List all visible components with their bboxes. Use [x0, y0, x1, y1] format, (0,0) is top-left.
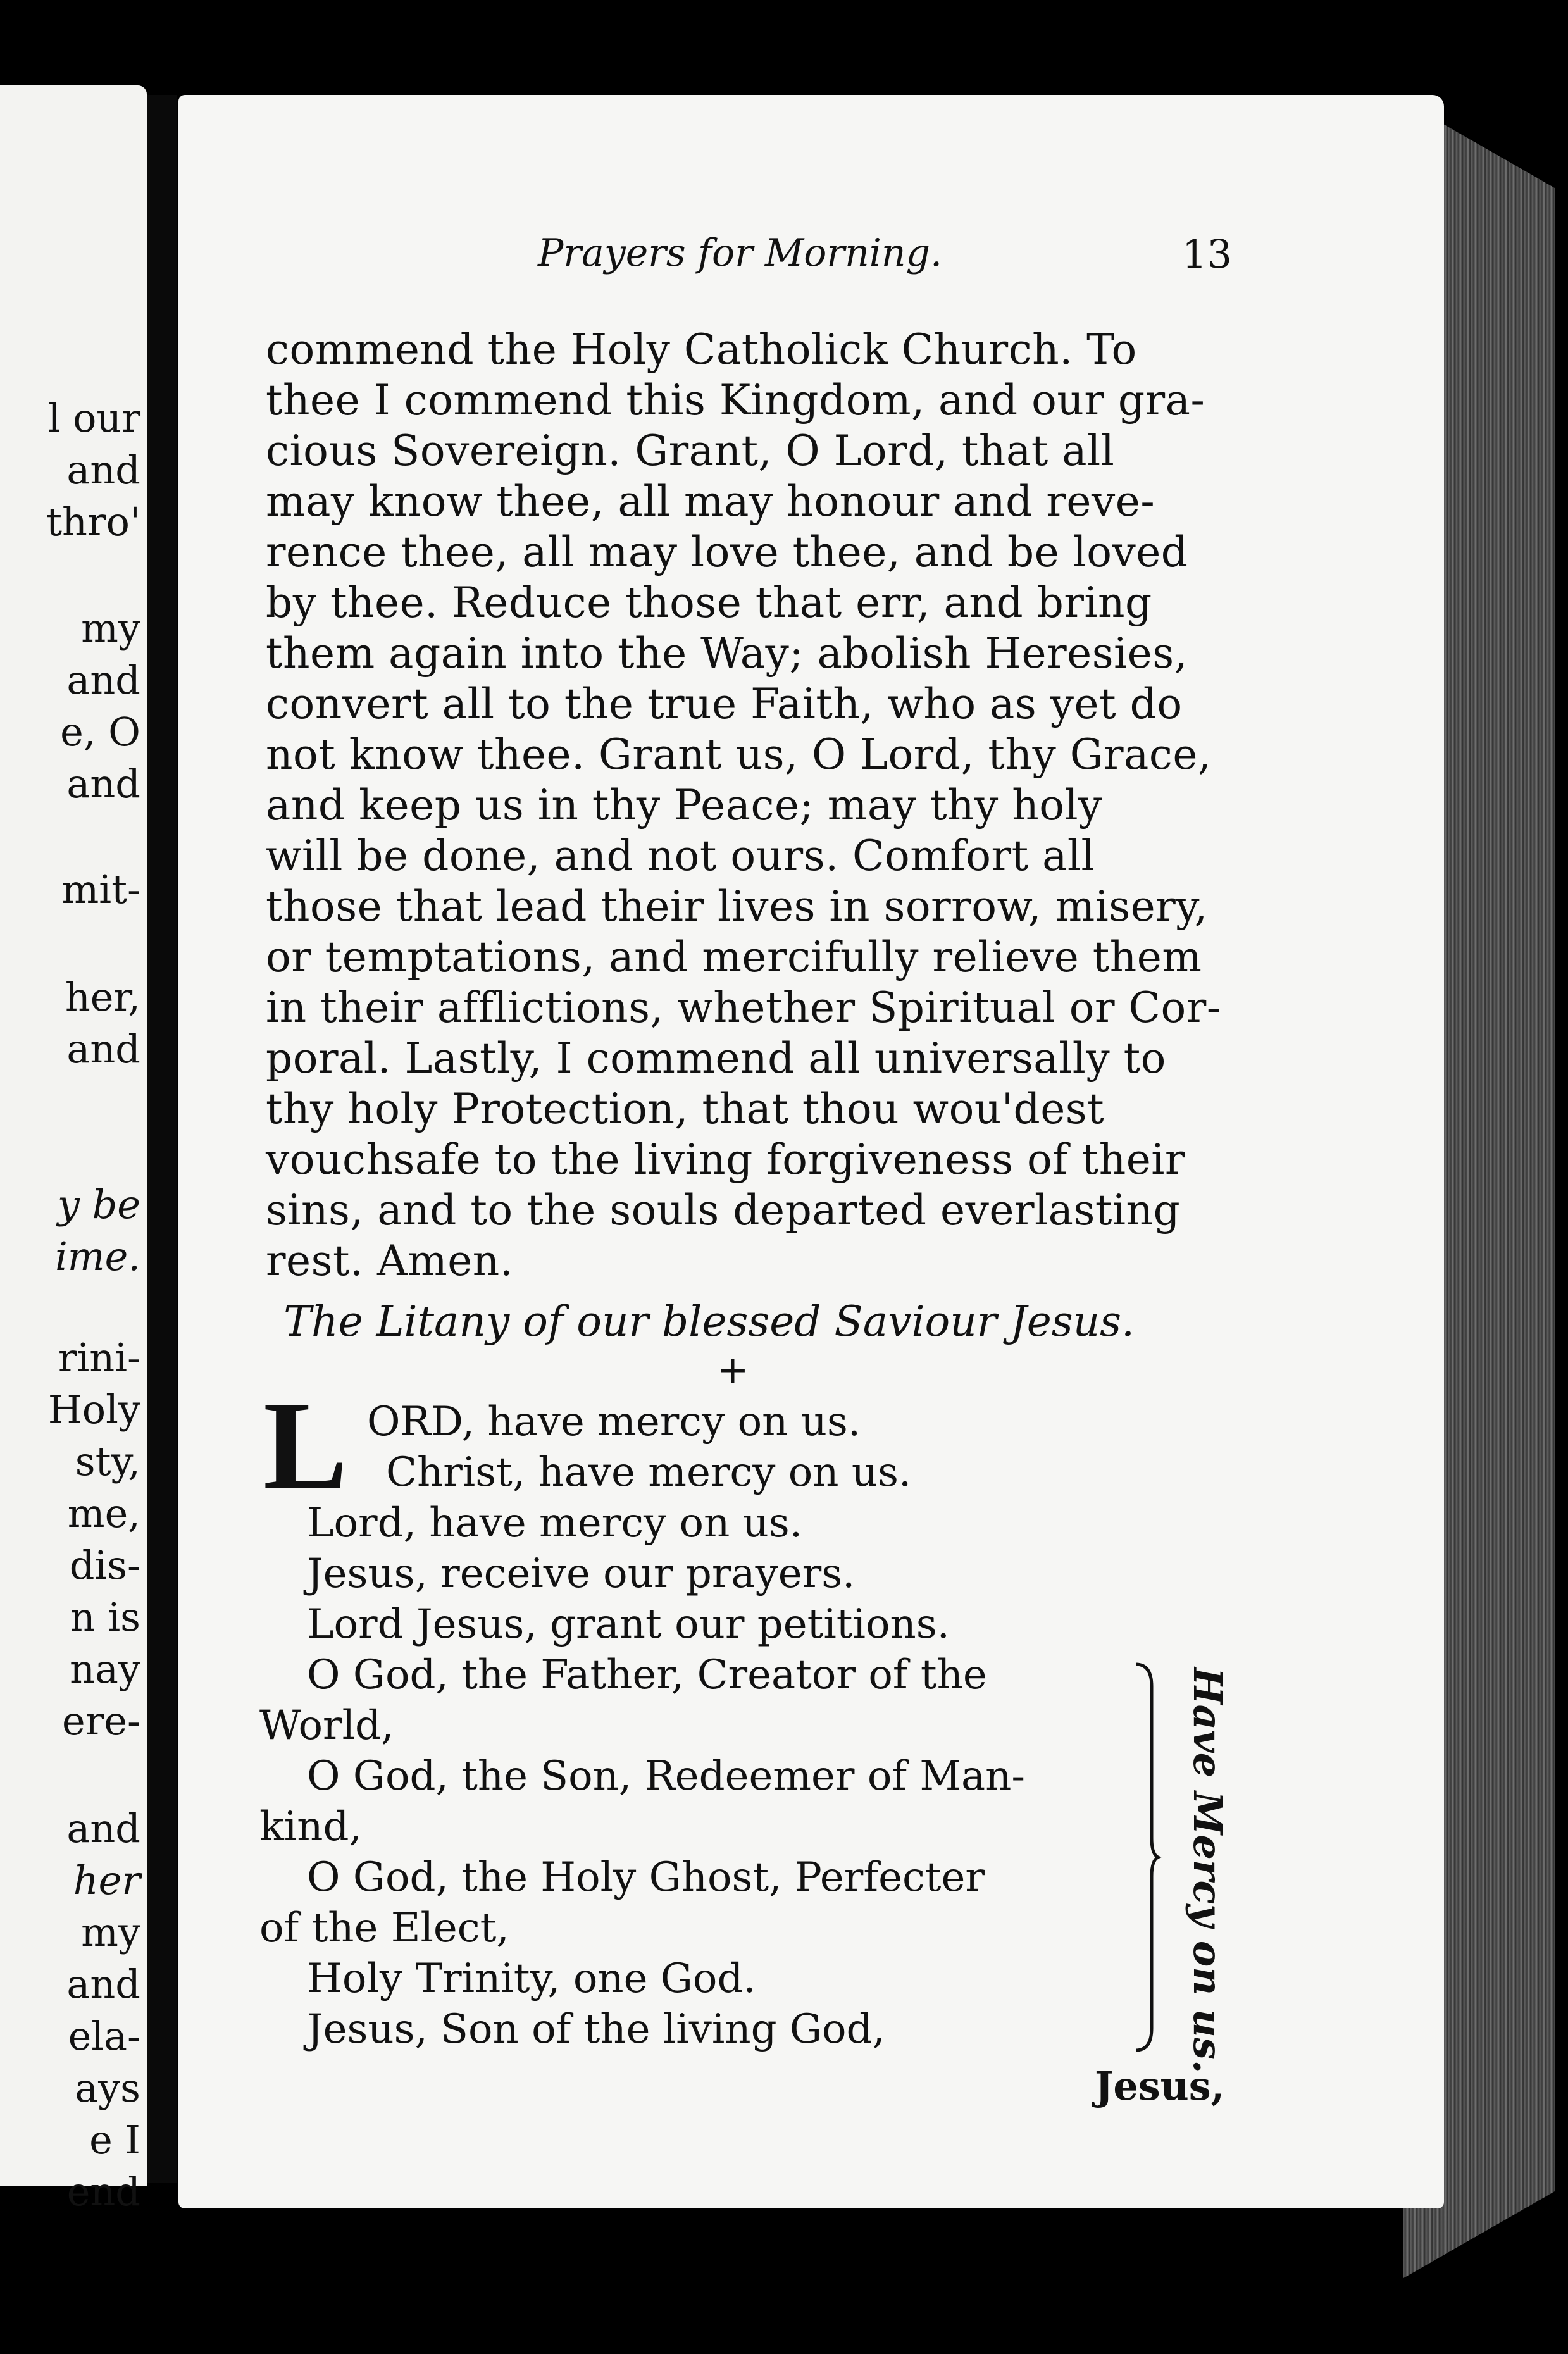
left-page-fragment: rini-: [58, 1335, 140, 1381]
left-page-fragment: and: [66, 761, 140, 807]
litany-line: Christ, have mercy on us.: [386, 1449, 912, 1496]
cross-mark: +: [717, 1348, 749, 1392]
body-line: rest. Amen.: [266, 1236, 514, 1285]
left-page-fragment: n is: [70, 1594, 140, 1640]
running-head: Prayers for Morning.: [538, 231, 943, 275]
book-gutter: [147, 95, 177, 2183]
left-page-fragment: ela-: [68, 2013, 140, 2059]
left-page-fragment: and: [66, 1961, 140, 2007]
catchword: Jesus,: [1095, 2063, 1225, 2109]
body-line: cious Sovereign. Grant, O Lord, that all: [266, 427, 1115, 475]
litany-line: Lord, have mercy on us.: [307, 1500, 803, 1547]
body-line: and keep us in thy Peace; may thy holy: [266, 781, 1102, 830]
body-line: not know thee. Grant us, O Lord, thy Grace,: [266, 730, 1212, 779]
left-page-fragment: ere-: [62, 1698, 140, 1744]
left-page-fragment: e, O: [60, 709, 140, 755]
left-page-fragment: her,: [65, 974, 140, 1020]
left-page-fragment: l our: [47, 395, 140, 441]
body-line: poral. Lastly, I commend all universally to: [266, 1034, 1166, 1083]
body-line: thee I commend this Kingdom, and our gra-: [266, 376, 1205, 425]
left-page-fragment: Holy: [47, 1386, 140, 1433]
left-page-fragment: ime.: [54, 1233, 140, 1280]
left-page-fragment: end: [66, 2169, 140, 2215]
left-page-fragment: thro': [46, 499, 140, 545]
body-line: commend the Holy Catholick Church. To: [266, 325, 1137, 374]
refrain-vertical: Have Mercy on us.: [1185, 1667, 1231, 2074]
litany-line: O God, the Father, Creator of the: [307, 1652, 987, 1698]
body-line: rence thee, all may love thee, and be loved: [266, 528, 1188, 576]
litany-line: Lord Jesus, grant our petitions.: [307, 1601, 950, 1648]
left-page-fragment: her: [73, 1857, 140, 1903]
body-line: them again into the Way; abolish Heresies,: [266, 629, 1188, 678]
body-line: in their afflictions, whether Spiritual or Cor-: [266, 983, 1221, 1032]
litany-title: The Litany of our blessed Saviour Jesus.: [283, 1297, 1135, 1346]
left-page-fragment: ays: [75, 2065, 140, 2111]
left-page-fragment: me,: [67, 1490, 140, 1536]
curly-brace: [1133, 1661, 1158, 2053]
body-line: vouchsafe to the living forgiveness of their: [266, 1135, 1185, 1184]
litany-line: ORD, have mercy on us.: [367, 1398, 861, 1445]
litany-line: Jesus, receive our prayers.: [307, 1550, 856, 1597]
litany-line: World,: [259, 1702, 394, 1749]
litany-line: Holy Trinity, one God.: [307, 1955, 756, 2002]
left-page-fragment: my: [81, 1909, 140, 1955]
left-page-fragment: and: [66, 1026, 140, 1072]
left-page-fragment: dis-: [69, 1542, 140, 1588]
litany-line: kind,: [259, 1803, 362, 1850]
left-page-fragment: y be: [57, 1181, 140, 1228]
left-page-fragment: and: [66, 657, 140, 703]
body-line: will be done, and not ours. Comfort all: [266, 831, 1095, 880]
drop-cap: L: [263, 1376, 348, 1516]
left-page-fragment: and: [66, 447, 140, 493]
litany-line: O God, the Holy Ghost, Perfecter: [307, 1854, 985, 1901]
left-page-fragment: and: [66, 1805, 140, 1852]
litany-line: Jesus, Son of the living God,: [307, 2006, 885, 2053]
body-line: or temptations, and mercifully relieve them: [266, 933, 1202, 981]
left-page-fragment: nay: [70, 1646, 140, 1692]
left-page-fragment: e I: [89, 2117, 140, 2163]
left-page-fragment: my: [81, 605, 140, 651]
body-line: sins, and to the souls departed everlasting: [266, 1186, 1181, 1235]
litany-line: O God, the Son, Redeemer of Man-: [307, 1753, 1025, 1800]
body-line: convert all to the true Faith, who as yet do: [266, 680, 1183, 728]
body-line: thy holy Protection, that thou wou'dest: [266, 1085, 1105, 1133]
litany-line: of the Elect,: [259, 1905, 509, 1952]
left-page-fragment: mit-: [61, 866, 140, 912]
page-number: 13: [1182, 231, 1232, 277]
left-page-fragment: sty,: [75, 1438, 140, 1485]
body-line: may know thee, all may honour and reve-: [266, 477, 1155, 526]
left-page: [0, 85, 147, 2215]
body-line: by thee. Reduce those that err, and bring: [266, 578, 1152, 627]
body-line: those that lead their lives in sorrow, misery,: [266, 882, 1208, 931]
